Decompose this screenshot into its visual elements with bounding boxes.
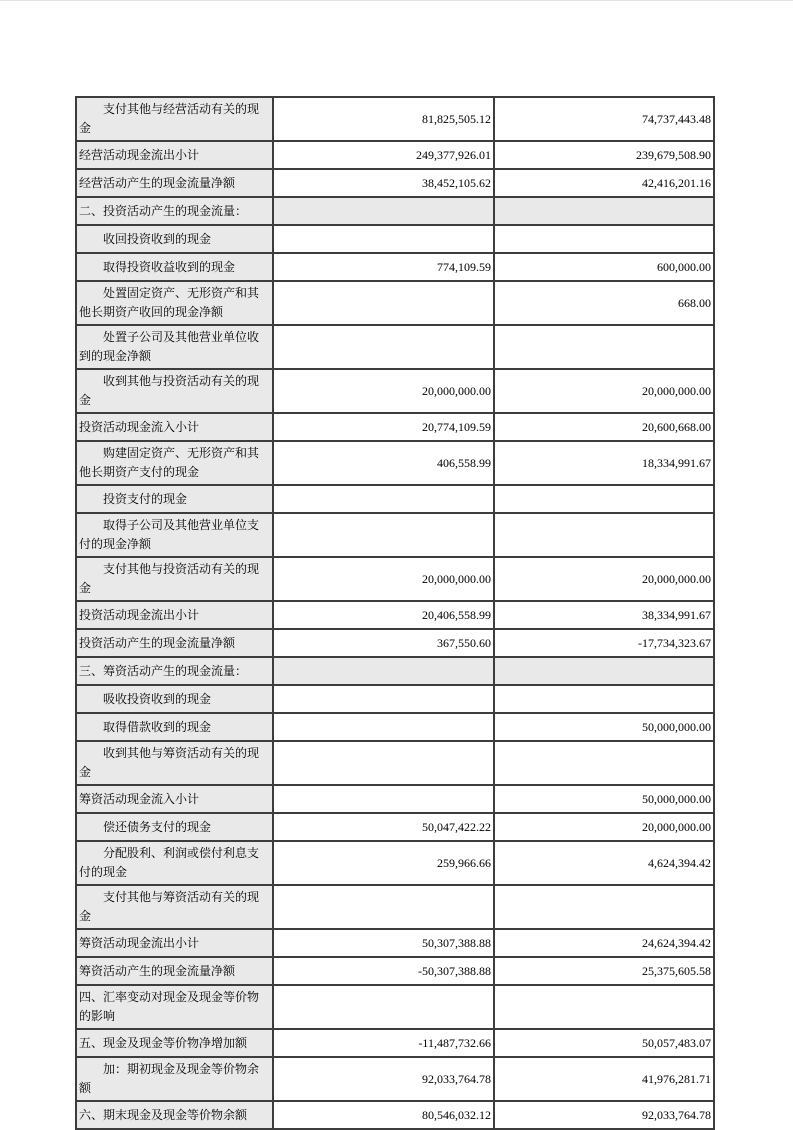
value-current-period — [273, 885, 494, 929]
table-row — [76, 325, 714, 369]
value-current-period — [273, 985, 494, 1029]
value-current-period: 249,377,926.01 — [273, 141, 494, 169]
table-row — [76, 513, 714, 557]
row-label: 处置子公司及其他营业单位收到的现金净额 — [76, 325, 273, 369]
value-current-period — [273, 785, 494, 813]
row-label: 投资活动现金流出小计 — [76, 601, 273, 629]
cash-flow-table — [75, 96, 715, 1130]
value-prior-period: 50,000,000.00 — [494, 713, 714, 741]
row-label: 投资支付的现金 — [76, 485, 273, 513]
value-current-period: -11,487,732.66 — [273, 1029, 494, 1057]
value-current-period: 367,550.60 — [273, 629, 494, 657]
value-prior-period: 25,375,605.58 — [494, 957, 714, 985]
row-label: 支付其他与经营活动有关的现金 — [76, 97, 273, 141]
table-row — [76, 281, 714, 325]
value-current-period: 406,558.99 — [273, 441, 494, 485]
value-prior-period: 20,600,668.00 — [494, 413, 714, 441]
table-row — [76, 225, 714, 253]
value-prior-period: 20,000,000.00 — [494, 813, 714, 841]
value-current-period — [273, 657, 494, 685]
row-label: 收回投资收到的现金 — [76, 225, 273, 253]
value-prior-period: -17,734,323.67 — [494, 629, 714, 657]
row-label: 筹资活动产生的现金流量净额 — [76, 957, 273, 985]
value-prior-period: 38,334,991.67 — [494, 601, 714, 629]
table-row — [76, 741, 714, 785]
table-row — [76, 197, 714, 225]
row-label: 二、投资活动产生的现金流量： — [76, 197, 273, 225]
table-row — [76, 1057, 714, 1101]
value-prior-period: 50,057,483.07 — [494, 1029, 714, 1057]
value-prior-period — [494, 513, 714, 557]
table-row — [76, 929, 714, 957]
row-label: 支付其他与投资活动有关的现金 — [76, 557, 273, 601]
table-row — [76, 97, 714, 141]
table-row — [76, 885, 714, 929]
value-current-period: 259,966.66 — [273, 841, 494, 885]
table-row — [76, 841, 714, 885]
table-row — [76, 1101, 714, 1129]
value-prior-period — [494, 657, 714, 685]
value-prior-period — [494, 741, 714, 785]
value-current-period: 92,033,764.78 — [273, 1057, 494, 1101]
table-row — [76, 1029, 714, 1057]
value-current-period — [273, 713, 494, 741]
table-row — [76, 713, 714, 741]
value-current-period: 774,109.59 — [273, 253, 494, 281]
table-row — [76, 601, 714, 629]
row-label: 收到其他与筹资活动有关的现金 — [76, 741, 273, 785]
row-label: 取得投资收益收到的现金 — [76, 253, 273, 281]
table-row — [76, 369, 714, 413]
value-current-period — [273, 225, 494, 253]
value-prior-period: 668.00 — [494, 281, 714, 325]
row-label: 四、汇率变动对现金及现金等价物的影响 — [76, 985, 273, 1029]
value-prior-period: 42,416,201.16 — [494, 169, 714, 197]
value-current-period — [273, 485, 494, 513]
row-label: 吸收投资收到的现金 — [76, 685, 273, 713]
row-label: 取得子公司及其他营业单位支付的现金净额 — [76, 513, 273, 557]
table-row — [76, 685, 714, 713]
value-current-period: 20,000,000.00 — [273, 557, 494, 601]
value-prior-period — [494, 225, 714, 253]
value-current-period — [273, 513, 494, 557]
value-prior-period: 20,000,000.00 — [494, 369, 714, 413]
row-label: 支付其他与筹资活动有关的现金 — [76, 885, 273, 929]
row-label: 筹资活动现金流出小计 — [76, 929, 273, 957]
value-prior-period: 239,679,508.90 — [494, 141, 714, 169]
table-row — [76, 169, 714, 197]
value-current-period — [273, 197, 494, 225]
value-prior-period — [494, 485, 714, 513]
table-row — [76, 785, 714, 813]
table-row — [76, 957, 714, 985]
value-prior-period: 18,334,991.67 — [494, 441, 714, 485]
table-row — [76, 413, 714, 441]
table-row — [76, 441, 714, 485]
row-label: 五、现金及现金等价物净增加额 — [76, 1029, 273, 1057]
row-label: 筹资活动现金流入小计 — [76, 785, 273, 813]
table-row — [76, 813, 714, 841]
value-current-period: 20,000,000.00 — [273, 369, 494, 413]
value-prior-period — [494, 325, 714, 369]
table-row — [76, 657, 714, 685]
value-prior-period: 24,624,394.42 — [494, 929, 714, 957]
value-prior-period — [494, 685, 714, 713]
table-row — [76, 485, 714, 513]
value-prior-period — [494, 197, 714, 225]
value-prior-period: 41,976,281.71 — [494, 1057, 714, 1101]
row-label: 取得借款收到的现金 — [76, 713, 273, 741]
value-current-period: 38,452,105.62 — [273, 169, 494, 197]
row-label: 三、筹资活动产生的现金流量： — [76, 657, 273, 685]
table-row — [76, 253, 714, 281]
row-label: 加：期初现金及现金等价物余额 — [76, 1057, 273, 1101]
row-label: 收到其他与投资活动有关的现金 — [76, 369, 273, 413]
value-prior-period: 4,624,394.42 — [494, 841, 714, 885]
table-row — [76, 557, 714, 601]
value-current-period — [273, 685, 494, 713]
cash-flow-statement — [75, 96, 715, 1130]
value-current-period: 81,825,505.12 — [273, 97, 494, 141]
value-prior-period: 600,000.00 — [494, 253, 714, 281]
row-label: 六、期末现金及现金等价物余额 — [76, 1101, 273, 1129]
table-row — [76, 629, 714, 657]
table-row — [76, 985, 714, 1029]
value-current-period: 80,546,032.12 — [273, 1101, 494, 1129]
value-current-period — [273, 325, 494, 369]
value-prior-period: 74,737,443.48 — [494, 97, 714, 141]
row-label: 投资活动产生的现金流量净额 — [76, 629, 273, 657]
row-label: 偿还债务支付的现金 — [76, 813, 273, 841]
value-current-period: -50,307,388.88 — [273, 957, 494, 985]
value-prior-period — [494, 885, 714, 929]
row-label: 处置固定资产、无形资产和其他长期资产收回的现金净额 — [76, 281, 273, 325]
value-current-period — [273, 741, 494, 785]
row-label: 投资活动现金流入小计 — [76, 413, 273, 441]
row-label: 经营活动产生的现金流量净额 — [76, 169, 273, 197]
table-row — [76, 141, 714, 169]
value-current-period: 50,307,388.88 — [273, 929, 494, 957]
value-prior-period: 50,000,000.00 — [494, 785, 714, 813]
value-current-period: 50,047,422.22 — [273, 813, 494, 841]
row-label: 分配股利、利润或偿付利息支付的现金 — [76, 841, 273, 885]
value-prior-period: 20,000,000.00 — [494, 557, 714, 601]
row-label: 经营活动现金流出小计 — [76, 141, 273, 169]
value-prior-period — [494, 985, 714, 1029]
value-current-period: 20,406,558.99 — [273, 601, 494, 629]
value-prior-period: 92,033,764.78 — [494, 1101, 714, 1129]
value-current-period — [273, 281, 494, 325]
value-current-period: 20,774,109.59 — [273, 413, 494, 441]
row-label: 购建固定资产、无形资产和其他长期资产支付的现金 — [76, 441, 273, 485]
